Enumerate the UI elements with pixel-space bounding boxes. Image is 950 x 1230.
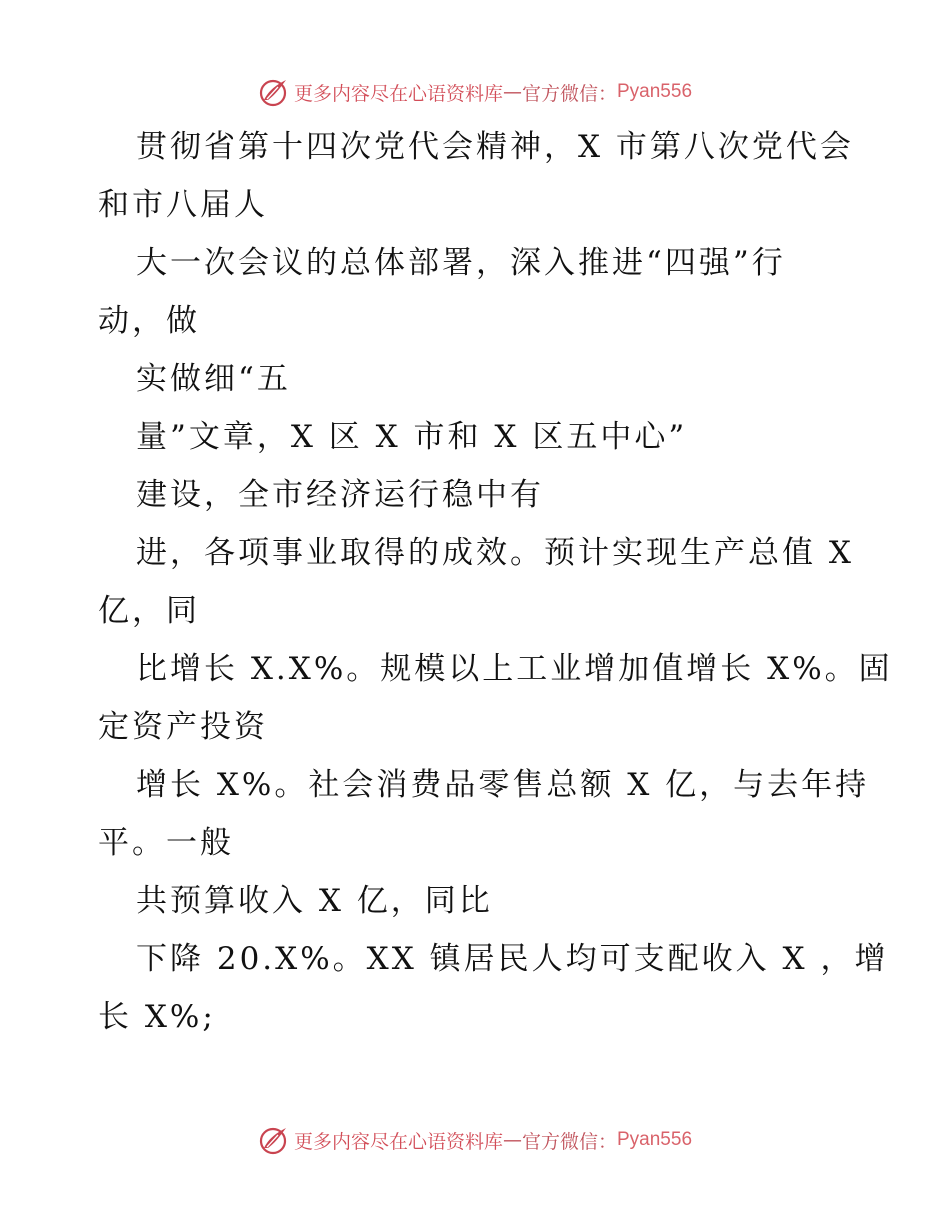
watermark-separator: — [502, 81, 522, 103]
watermark-banner-bottom [0, 1120, 950, 1160]
text-line: 大一次会议的总体部署，深入推进“四强”行 [136, 245, 786, 281]
watermark-wechat-label: 官方微信： [521, 82, 617, 105]
text-line: 长 X%; [98, 999, 216, 1035]
text-line: 量”文章，X 区 X 市和 X 区五中心” [136, 419, 688, 455]
watermark-account: Pyan556 [617, 1129, 693, 1150]
text-line: 亿，同 [98, 593, 200, 629]
text-line: 下降 20.X%。XX 镇居民人均可支配收入 X ，增 [136, 941, 889, 977]
text-line: 和市八届人 [98, 187, 268, 223]
watermark-banner-top [0, 72, 950, 112]
text-line: 贯彻省第十四次党代会精神，X 市第八次党代会 [136, 129, 854, 165]
text-line: 动，做 [98, 303, 200, 339]
quill-logo-icon [258, 1124, 290, 1156]
text-line: 建设，全市经济运行稳中有 [136, 477, 544, 513]
text-line: 增长 X%。社会消费品零售总额 X 亿，与去年持 [136, 767, 870, 803]
watermark-wechat-label: 官方微信： [521, 1130, 617, 1153]
text-line: 平。一般 [98, 825, 234, 861]
watermark-separator: — [502, 1129, 522, 1151]
quill-logo-icon [258, 76, 290, 108]
text-line: 进，各项事业取得的成效。预计实现生产总值 X [136, 535, 854, 571]
text-line: 定资产投资 [98, 709, 268, 745]
text-line: 实做细“五 [136, 361, 291, 397]
text-line: 共预算收入 X 亿，同比 [136, 883, 493, 919]
text-line: 比增长 X.X%。规模以上工业增加值增长 X%。固 [136, 651, 893, 687]
watermark-account: Pyan556 [617, 81, 693, 102]
watermark-site-text: 更多内容尽在心语资料库 [293, 82, 503, 105]
watermark-site-text: 更多内容尽在心语资料库 [293, 1130, 503, 1153]
